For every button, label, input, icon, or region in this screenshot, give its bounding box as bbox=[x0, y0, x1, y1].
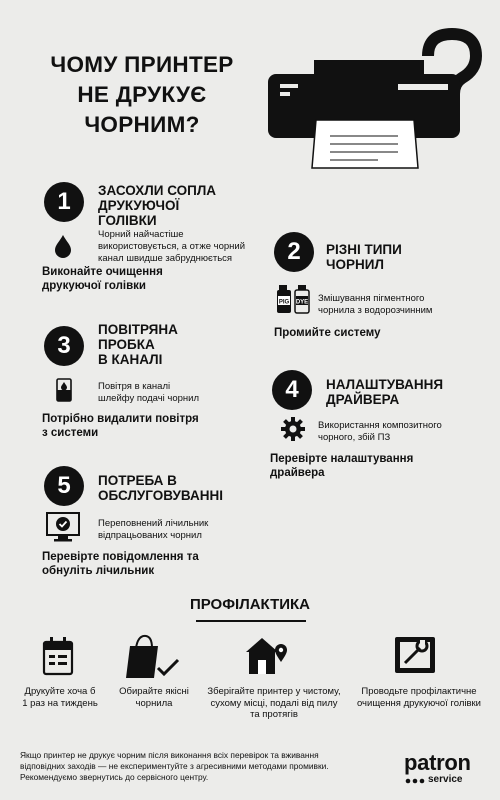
prophylaxis-line: Проводьте профілактичне bbox=[361, 686, 477, 697]
monitor-check-icon bbox=[46, 512, 80, 542]
step-3-action bbox=[42, 412, 199, 440]
prophylaxis-line: сухому місці, подалі від пилу bbox=[210, 697, 338, 709]
prophylaxis-item-3 bbox=[198, 686, 350, 721]
step-3-title bbox=[98, 322, 178, 367]
step-1-desc-line: Чорний найчастіше bbox=[98, 229, 184, 240]
brand-subtitle: service bbox=[428, 774, 463, 785]
step-3-title-line: В КАНАЛІ bbox=[98, 352, 163, 367]
step-4-desc-line: Використання композитного bbox=[318, 420, 442, 431]
ink-cartridge-icon bbox=[56, 378, 72, 402]
brand-logo: patron bbox=[404, 750, 471, 775]
step-4-desc bbox=[318, 420, 442, 444]
toolbox-icon bbox=[394, 636, 436, 674]
step-2-action-line: Промийте систему bbox=[274, 327, 381, 339]
title-line-1: ЧОМУ ПРИНТЕР bbox=[50, 52, 234, 77]
prophylaxis-line: очищення друкуючої голівки bbox=[356, 697, 481, 709]
brand-dots-icon bbox=[405, 778, 425, 784]
step-5-desc bbox=[98, 518, 208, 542]
shopping-bag-icon bbox=[124, 634, 180, 680]
step-1-title bbox=[98, 183, 216, 228]
footer-line: відповідних заходів — не експериментуйте з агресивними методами промивки. bbox=[20, 761, 329, 771]
step-2-action bbox=[274, 326, 381, 340]
step-5-action-line: обнуліть лічильник bbox=[42, 565, 155, 577]
step-5-title bbox=[98, 473, 223, 503]
prophylaxis-line: Обирайте якісні bbox=[119, 686, 189, 697]
ink-drop-icon bbox=[52, 234, 74, 258]
prophylaxis-item-1 bbox=[12, 686, 108, 709]
prophylaxis-title: ПРОФІЛАКТИКА bbox=[189, 596, 311, 613]
prophylaxis-line: Друкуйте хоча б bbox=[24, 686, 96, 697]
step-1-title-line: ЗАСОХЛИ СОПЛА bbox=[98, 183, 217, 198]
step-5-desc-line: відпрацьованих чорнил bbox=[98, 530, 202, 541]
step-4-title-line: ДРАЙВЕРА bbox=[326, 392, 400, 407]
prophylaxis-line: чорнила bbox=[135, 697, 173, 709]
step-3-title-line: ПРОБКА bbox=[98, 337, 155, 352]
prophylaxis-item-4 bbox=[342, 686, 496, 709]
ink-bottles-icon bbox=[276, 284, 314, 314]
step-1-title-line: ГОЛІВКИ bbox=[98, 213, 157, 228]
prophylaxis-line: Зберігайте принтер у чистому, bbox=[207, 686, 341, 697]
step-5-action bbox=[42, 550, 199, 578]
step-1-action-line: друкуючої голівки bbox=[42, 280, 147, 292]
step-1-action-line: Виконайте очищення bbox=[42, 266, 163, 278]
bottle-label-dye: DYE bbox=[295, 299, 309, 306]
step-2-desc-line: Змішування пігментного bbox=[318, 293, 425, 304]
step-1-action bbox=[42, 265, 163, 293]
step-4-badge: 4 bbox=[272, 370, 312, 410]
footer-note bbox=[20, 750, 370, 783]
step-3-badge: 3 bbox=[44, 326, 84, 366]
step-5-title-line: ОБСЛУГОВУВАННІ bbox=[98, 488, 223, 503]
step-4-desc-line: чорного, збій ПЗ bbox=[318, 432, 391, 443]
prophylaxis-line: та протягів bbox=[250, 709, 298, 720]
step-2-title-line: ЧОРНИЛ bbox=[326, 257, 384, 272]
calendar-icon bbox=[42, 636, 74, 676]
step-2-desc-line: чорнила з водорозчинним bbox=[318, 305, 433, 316]
step-3-desc bbox=[98, 381, 199, 405]
footer-line: Якщо принтер не друкує чорним після виконання всіх перевірок та вживання bbox=[20, 750, 319, 760]
step-3-desc-line: Повітря в каналі bbox=[98, 381, 171, 392]
step-4-action-line: Перевірте налаштування bbox=[270, 453, 414, 465]
step-2-desc bbox=[318, 293, 432, 317]
printer-question-icon bbox=[268, 22, 483, 172]
prophylaxis-underline bbox=[196, 620, 306, 622]
step-3-action-line: з системи bbox=[42, 427, 99, 439]
title-line-2: НЕ ДРУКУЄ bbox=[77, 82, 207, 107]
page-title bbox=[22, 50, 262, 140]
step-3-title-line: ПОВІТРЯНА bbox=[98, 322, 178, 337]
house-location-icon bbox=[244, 634, 290, 676]
printer-body bbox=[268, 60, 460, 168]
step-1-desc-line: використовується, а отже чорний bbox=[98, 241, 245, 252]
step-1-badge: 1 bbox=[44, 182, 84, 222]
step-5-title-line: ПОТРЕБА В bbox=[98, 473, 177, 488]
step-2-title-line: РІЗНІ ТИПИ bbox=[326, 242, 402, 257]
step-4-action bbox=[270, 452, 413, 480]
step-5-badge: 5 bbox=[44, 466, 84, 506]
step-3-desc-line: шлейфу подачі чорнил bbox=[98, 393, 200, 404]
bottle-label-pig: PIG bbox=[278, 299, 290, 306]
step-1-desc-line: канал швидше забруднюється bbox=[98, 253, 233, 264]
gear-icon bbox=[280, 416, 306, 442]
step-2-title bbox=[326, 242, 402, 272]
step-4-title-line: НАЛАШТУВАННЯ bbox=[326, 377, 444, 392]
prophylaxis-item-2 bbox=[104, 686, 204, 709]
title-line-3: ЧОРНИМ? bbox=[84, 112, 200, 137]
step-4-title bbox=[326, 377, 443, 407]
footer-line: Рекомендуємо звернутись до сервісного центру. bbox=[20, 772, 209, 782]
step-3-action-line: Потрібно видалити повітря bbox=[42, 413, 199, 425]
step-5-desc-line: Переповнений лічильник bbox=[98, 518, 209, 529]
step-5-action-line: Перевірте повідомлення та bbox=[42, 551, 199, 563]
step-2-badge: 2 bbox=[274, 232, 314, 272]
step-1-title-line: ДРУКУЮЧОЇ bbox=[98, 198, 180, 213]
step-1-desc bbox=[98, 229, 245, 265]
step-4-action-line: драйвера bbox=[270, 467, 325, 479]
prophylaxis-line: 1 раз на тиждень bbox=[22, 697, 98, 709]
